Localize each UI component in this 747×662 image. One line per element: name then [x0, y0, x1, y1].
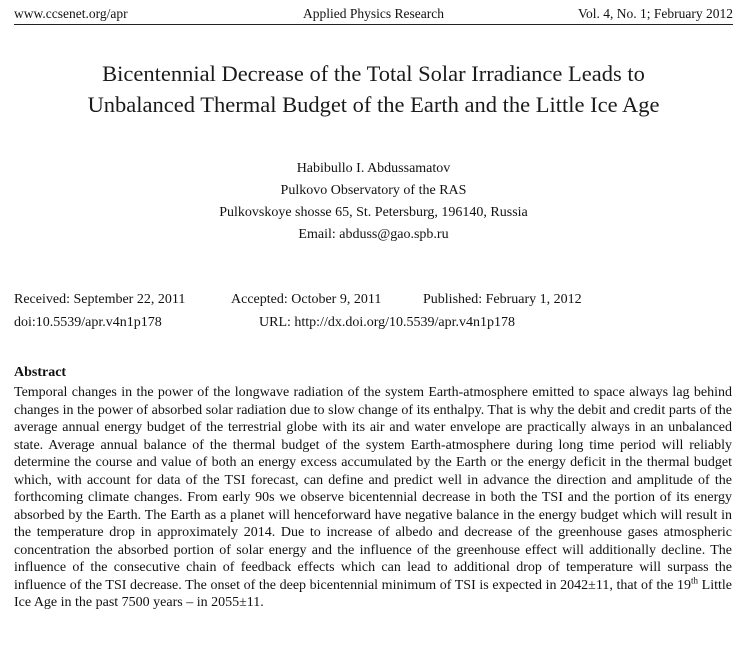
author-address: Pulkovskoye shosse 65, St. Petersburg, 196140, Russia: [219, 205, 528, 220]
author-email: Email: abduss@gao.spb.ru: [298, 227, 449, 242]
doi: doi:10.5539/apr.v4n1p178: [14, 315, 162, 330]
author-block: [0, 158, 747, 246]
dates-row: [14, 288, 734, 311]
publication-dates: [14, 288, 734, 334]
published-date: Published: February 1, 2012: [423, 292, 582, 307]
received-date: Received: September 22, 2011: [14, 292, 186, 307]
identifiers-row: [14, 311, 734, 334]
journal-url: www.ccsenet.org/apr: [14, 6, 128, 21]
running-header: [14, 6, 733, 25]
article-url: URL: http://dx.doi.org/10.5539/apr.v4n1p178: [259, 315, 516, 330]
issue-info: Vol. 4, No. 1; February 2012: [578, 6, 733, 21]
title-line-2: Unbalanced Thermal Budget of the Earth and the Little Ice Age: [87, 92, 660, 117]
journal-name: Applied Physics Research: [303, 6, 444, 21]
author-name: Habibullo I. Abdussamatov: [296, 161, 451, 176]
accepted-date: Accepted: October 9, 2011: [231, 292, 382, 307]
abstract-ending: Little Ice Age in the past 7500 years – in 2055±11.: [14, 577, 732, 610]
abstract-body: Temporal changes in the power of the longwave radiation of the system Earth-atmosphere emitted to space always lag behind changes in the power of absorbed solar radiation due to slow change of its enthalpy. That is why the debit and credit parts of the average annual energy budget of the terrestrial globe with its air and water envelope are practically always in an unbalanced state. Average annual balance of the thermal budget of the system Earth-atmosphere during long time period will reliably determine the course and value of both an energy excess accumulated by the Earth or the energy deficit in the thermal budget which, with account for data of the TSI forecast, can define and predict well in advance the direction and amplitude of the forthcoming climate changes. From early 90s we observe bicentennial decrease in both the TSI and the portion of its energy absorbed by the Earth. The Earth as a planet will henceforward have negative balance in the energy budget which will result in the temperature drop in approximately 2014. Due to increase of albedo and decrease of the greenhouse gases atmospheric concentration the absorbed portion of solar energy and the influence of the greenhouse effect will additionally decline. The influence of the consecutive chain of feedback effects which can lead to additional drop of temperature will surpass the influence of the TSI decrease. The onset of the deep bicentennial minimum of TSI is expected in 2042±11, that of the 19: [14, 385, 732, 593]
title-line-1: Bicentennial Decrease of the Total Solar Irradiance Leads to: [102, 61, 645, 86]
paper-title: [0, 58, 747, 120]
abstract-section: [14, 364, 732, 612]
ordinal-suffix: th: [691, 574, 699, 585]
abstract-text: [14, 384, 732, 612]
author-affiliation: Pulkovo Observatory of the RAS: [280, 183, 467, 198]
abstract-heading: Abstract: [14, 365, 67, 380]
